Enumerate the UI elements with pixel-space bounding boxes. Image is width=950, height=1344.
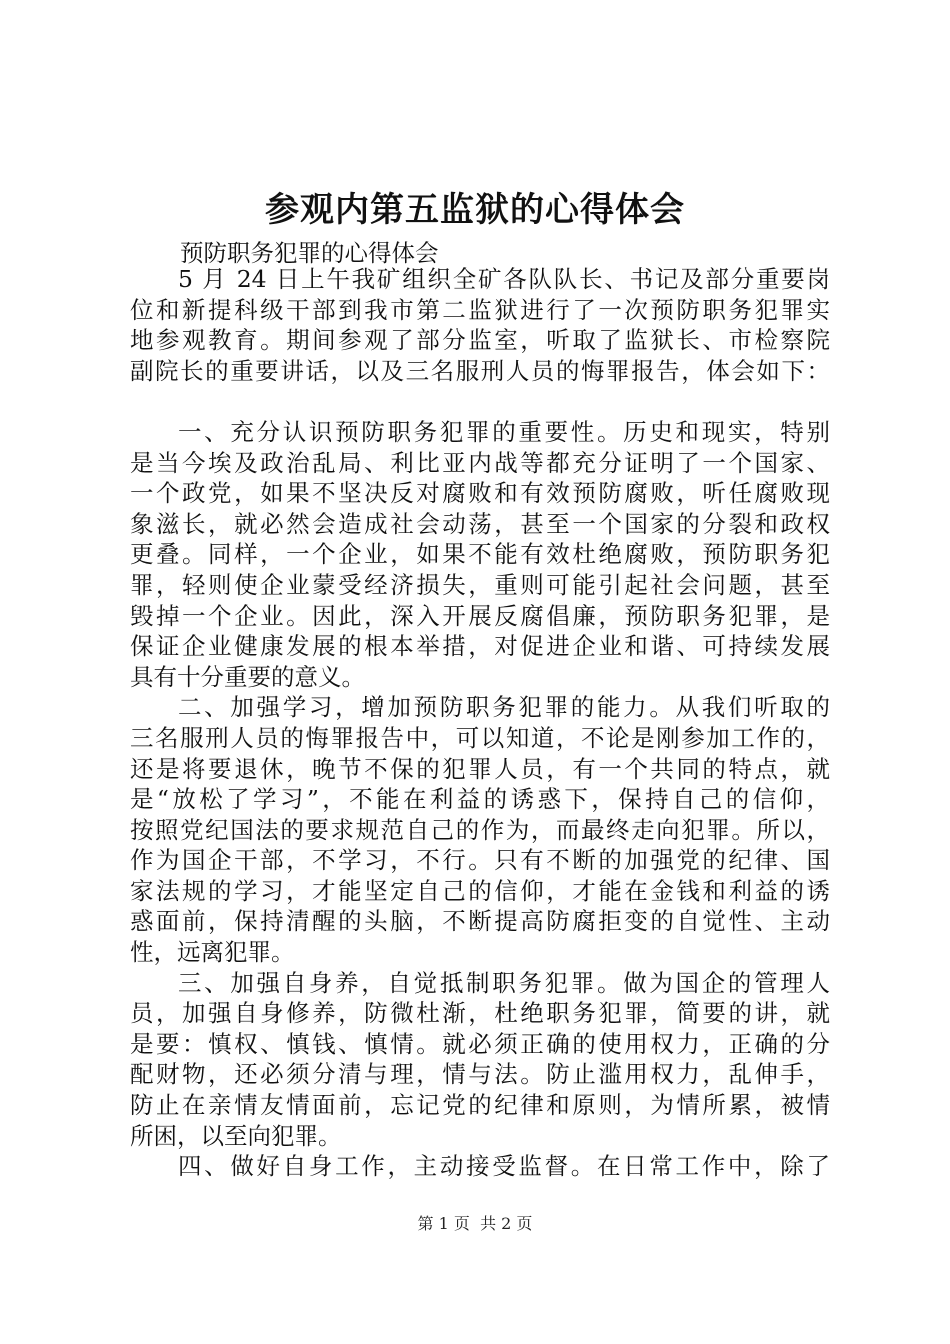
paragraph-intro	[130, 264, 830, 386]
text-line: 一、充分认识预防职务犯罪的重要性。历史和现实，特别	[178, 417, 830, 446]
paragraph-point-two	[130, 692, 830, 967]
text-line: 家法规的学习，才能坚定自己的信仰，才能在金钱和利益的诱	[130, 876, 830, 905]
text-line: 地参观教育。期间参观了部分监室，听取了监狱长、市检察院	[130, 326, 830, 355]
document-body	[130, 264, 830, 1182]
text-line: 防止在亲情友情面前，忘记党的纪律和原则，为情所累，被情	[130, 1091, 830, 1120]
text-line: 惑面前，保持清醒的头脑，不断提高防腐拒变的自觉性、主动	[130, 907, 830, 936]
text-line: 具有十分重要的意义。	[130, 662, 365, 691]
text-line: 性，远离犯罪。	[130, 938, 295, 967]
text-line: 罪，轻则使企业蒙受经济损失，重则可能引起社会问题，甚至	[130, 570, 830, 599]
text-line: 所困，以至向犯罪。	[130, 1121, 342, 1150]
text-line: 是要：慎权、慎钱、慎情。就必须正确的使用权力，正确的分	[130, 1029, 830, 1058]
text-line: 配财物，还必须分清与理，情与法。防止滥用权力，乱伸手，	[130, 1060, 830, 1089]
paragraph-point-one	[130, 417, 830, 692]
text-line: 象滋长，就必然会造成社会动荡，甚至一个国家的分裂和政权	[130, 509, 830, 538]
text-line: 保证企业健康发展的根本举措，对促进企业和谐、可持续发展	[130, 632, 830, 661]
paragraph-point-four	[130, 1151, 830, 1182]
text-line: 三名服刑人员的悔罪报告中，可以知道，不论是刚参加工作的，	[130, 723, 830, 752]
text-line: 是“放松了学习”，不能在利益的诱惑下，保持自己的信仰，	[130, 785, 830, 814]
text-line: 员，加强自身修养，防微杜渐，杜绝职务犯罪，简要的讲，就	[130, 999, 830, 1028]
text-line: 作为国企干部，不学习，不行。只有不断的加强党的纪律、国	[130, 846, 830, 875]
page-indicator: 第 1 页 共 2 页	[417, 1214, 533, 1233]
document-subtitle: 预防职务犯罪的心得体会	[180, 239, 439, 267]
text-line: 毁掉一个企业。因此，深入开展反腐倡廉，预防职务犯罪，是	[130, 601, 830, 630]
text-line: 更叠。同样，一个企业，如果不能有效杜绝腐败，预防职务犯	[130, 540, 830, 569]
document-title: 参观内第五监狱的心得体会	[265, 190, 685, 230]
text-line: 5 月 24 日上午我矿组织全矿各队队长、书记及部分重要岗	[178, 265, 830, 293]
text-line: 按照党纪国法的要求规范自己的作为，而最终走向犯罪。所以，	[130, 815, 830, 844]
text-line: 还是将要退休，晚节不保的犯罪人员，有一个共同的特点，就	[130, 754, 830, 783]
text-line: 三、加强自身养，自觉抵制职务犯罪。做为国企的管理人	[178, 968, 830, 997]
text-line: 一个政党，如果不坚决反对腐败和有效预防腐败，听任腐败现	[130, 479, 830, 508]
text-line: 副院长的重要讲话，以及三名服刑人员的悔罪报告，体会如下：	[130, 356, 830, 385]
text-line: 二、加强学习，增加预防职务犯罪的能力。从我们听取的	[178, 693, 830, 722]
text-line: 是当今埃及政治乱局、利比亚内战等都充分证明了一个国家、	[130, 448, 830, 477]
paragraph-spacer	[130, 386, 830, 417]
text-line: 四、做好自身工作，主动接受监督。在日常工作中，除了	[178, 1152, 830, 1181]
text-line: 位和新提科级干部到我市第二监狱进行了一次预防职务犯罪实	[130, 295, 830, 324]
paragraph-point-three	[130, 968, 830, 1152]
